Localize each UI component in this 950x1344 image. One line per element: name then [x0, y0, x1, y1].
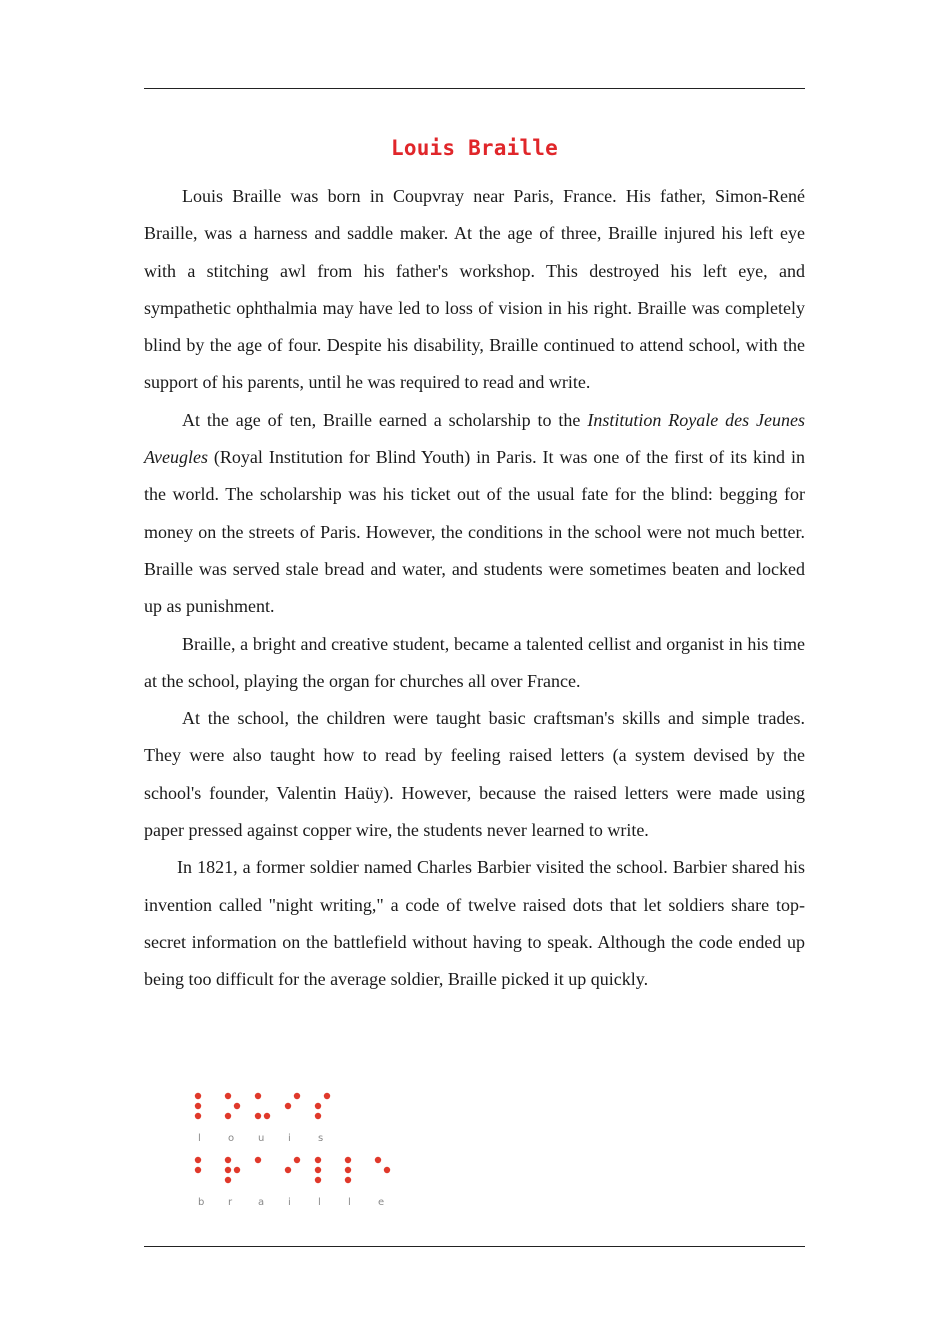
braille-dot — [345, 1157, 351, 1163]
braille-dot — [234, 1167, 240, 1173]
braille-dot — [195, 1157, 201, 1163]
braille-letter-label: o — [228, 1133, 235, 1144]
braille-dot — [315, 1103, 321, 1109]
paragraph-2-intro: At the age of ten, Braille earned a scholarship to the — [182, 409, 588, 430]
braille-letter-label: u — [258, 1133, 265, 1144]
braille-dot — [375, 1157, 381, 1163]
braille-letter-label: a — [258, 1197, 265, 1208]
braille-dot — [285, 1103, 291, 1109]
braille-letter-label: l — [198, 1133, 201, 1144]
braille-dot — [315, 1113, 321, 1119]
braille-dot — [255, 1113, 261, 1119]
paragraph-1: Louis Braille was born in Coupvray near Paris, France. His father, Simon-René Braille, was a harness and saddle maker. At the age of three, Braille injured his left eye with a stitching awl from his father's workshop. This destroyed his left eye, and sympathetic ophthalmia may have led to loss of vision in his right. Braille was completely blind by the age of four. Despite his disability, Braille continued to attend school, with the support of his parents, until he was required to read and write. — [144, 186, 805, 393]
braille-dot — [234, 1103, 240, 1109]
braille-letter-label: s — [318, 1133, 324, 1144]
braille-dot — [225, 1157, 231, 1163]
braille-letter-label: b — [198, 1197, 205, 1208]
paragraph-3: Braille, a bright and creative student, became a talented cellist and organist in his time at the school, playing the organ for churches all over France. — [144, 633, 805, 691]
braille-dot — [225, 1113, 231, 1119]
braille-dot — [345, 1177, 351, 1183]
braille-dot — [195, 1167, 201, 1173]
braille-dot — [195, 1113, 201, 1119]
braille-letter-label: i — [288, 1197, 291, 1208]
braille-dot — [315, 1157, 321, 1163]
braille-dot — [384, 1167, 390, 1173]
page-title: Louis Braille — [391, 136, 558, 161]
braille-dot — [225, 1177, 231, 1183]
paragraph-2-rest: (Royal Institution for Blind Youth) in Paris. It was one of the first of its kind in the world. The scholarship was his ticket out of the usual fate for the blind: begging for money on the streets of Paris. However, the conditions in the school were not much better. Braille was served stale bread and water, and students were sometimes beaten and locked up as punishment. — [144, 447, 805, 617]
braille-illustration — [186, 1088, 406, 1212]
braille-dot — [255, 1157, 261, 1163]
braille-letter-label: e — [378, 1197, 385, 1208]
braille-letter-label: l — [318, 1197, 321, 1208]
braille-dot — [294, 1157, 300, 1163]
braille-letter-label: r — [228, 1197, 233, 1208]
braille-letter-label: i — [288, 1133, 291, 1144]
braille-dot — [315, 1177, 321, 1183]
bottom-rule — [144, 1246, 805, 1247]
braille-dot — [225, 1093, 231, 1099]
braille-dot — [255, 1093, 261, 1099]
braille-dot — [294, 1093, 300, 1099]
braille-dot — [324, 1093, 330, 1099]
braille-dot — [264, 1113, 270, 1119]
braille-figure — [186, 1088, 406, 1212]
braille-dot — [285, 1167, 291, 1173]
braille-dot — [195, 1093, 201, 1099]
paragraph-5: In 1821, a former soldier named Charles Barbier visited the school. Barbier shared his invention called "night writing," a code of twelve raised dots that let soldiers share top-secret information on the battlefield without having to speak. Although the code ended up being too difficult for the average soldier, Braille picked it up quickly. — [144, 857, 805, 990]
institution-name: Institution Royale des Jeunes Aveugles — [144, 409, 805, 468]
paragraph-2 — [144, 402, 805, 626]
paragraph-4: At the school, the children were taught basic craftsman's skills and simple trades. They were also taught how to read by feeling raised letters (a system devised by the school's founder, Valentin Haüy). However, because the raised letters were made using paper pressed against copper wire, the students never learned to write. — [144, 708, 805, 841]
braille-letter-label: l — [348, 1197, 351, 1208]
braille-dot — [315, 1167, 321, 1173]
braille-dot — [195, 1103, 201, 1109]
braille-dot — [345, 1167, 351, 1173]
top-rule — [144, 88, 805, 89]
article-body — [144, 178, 805, 999]
braille-dot — [225, 1167, 231, 1173]
